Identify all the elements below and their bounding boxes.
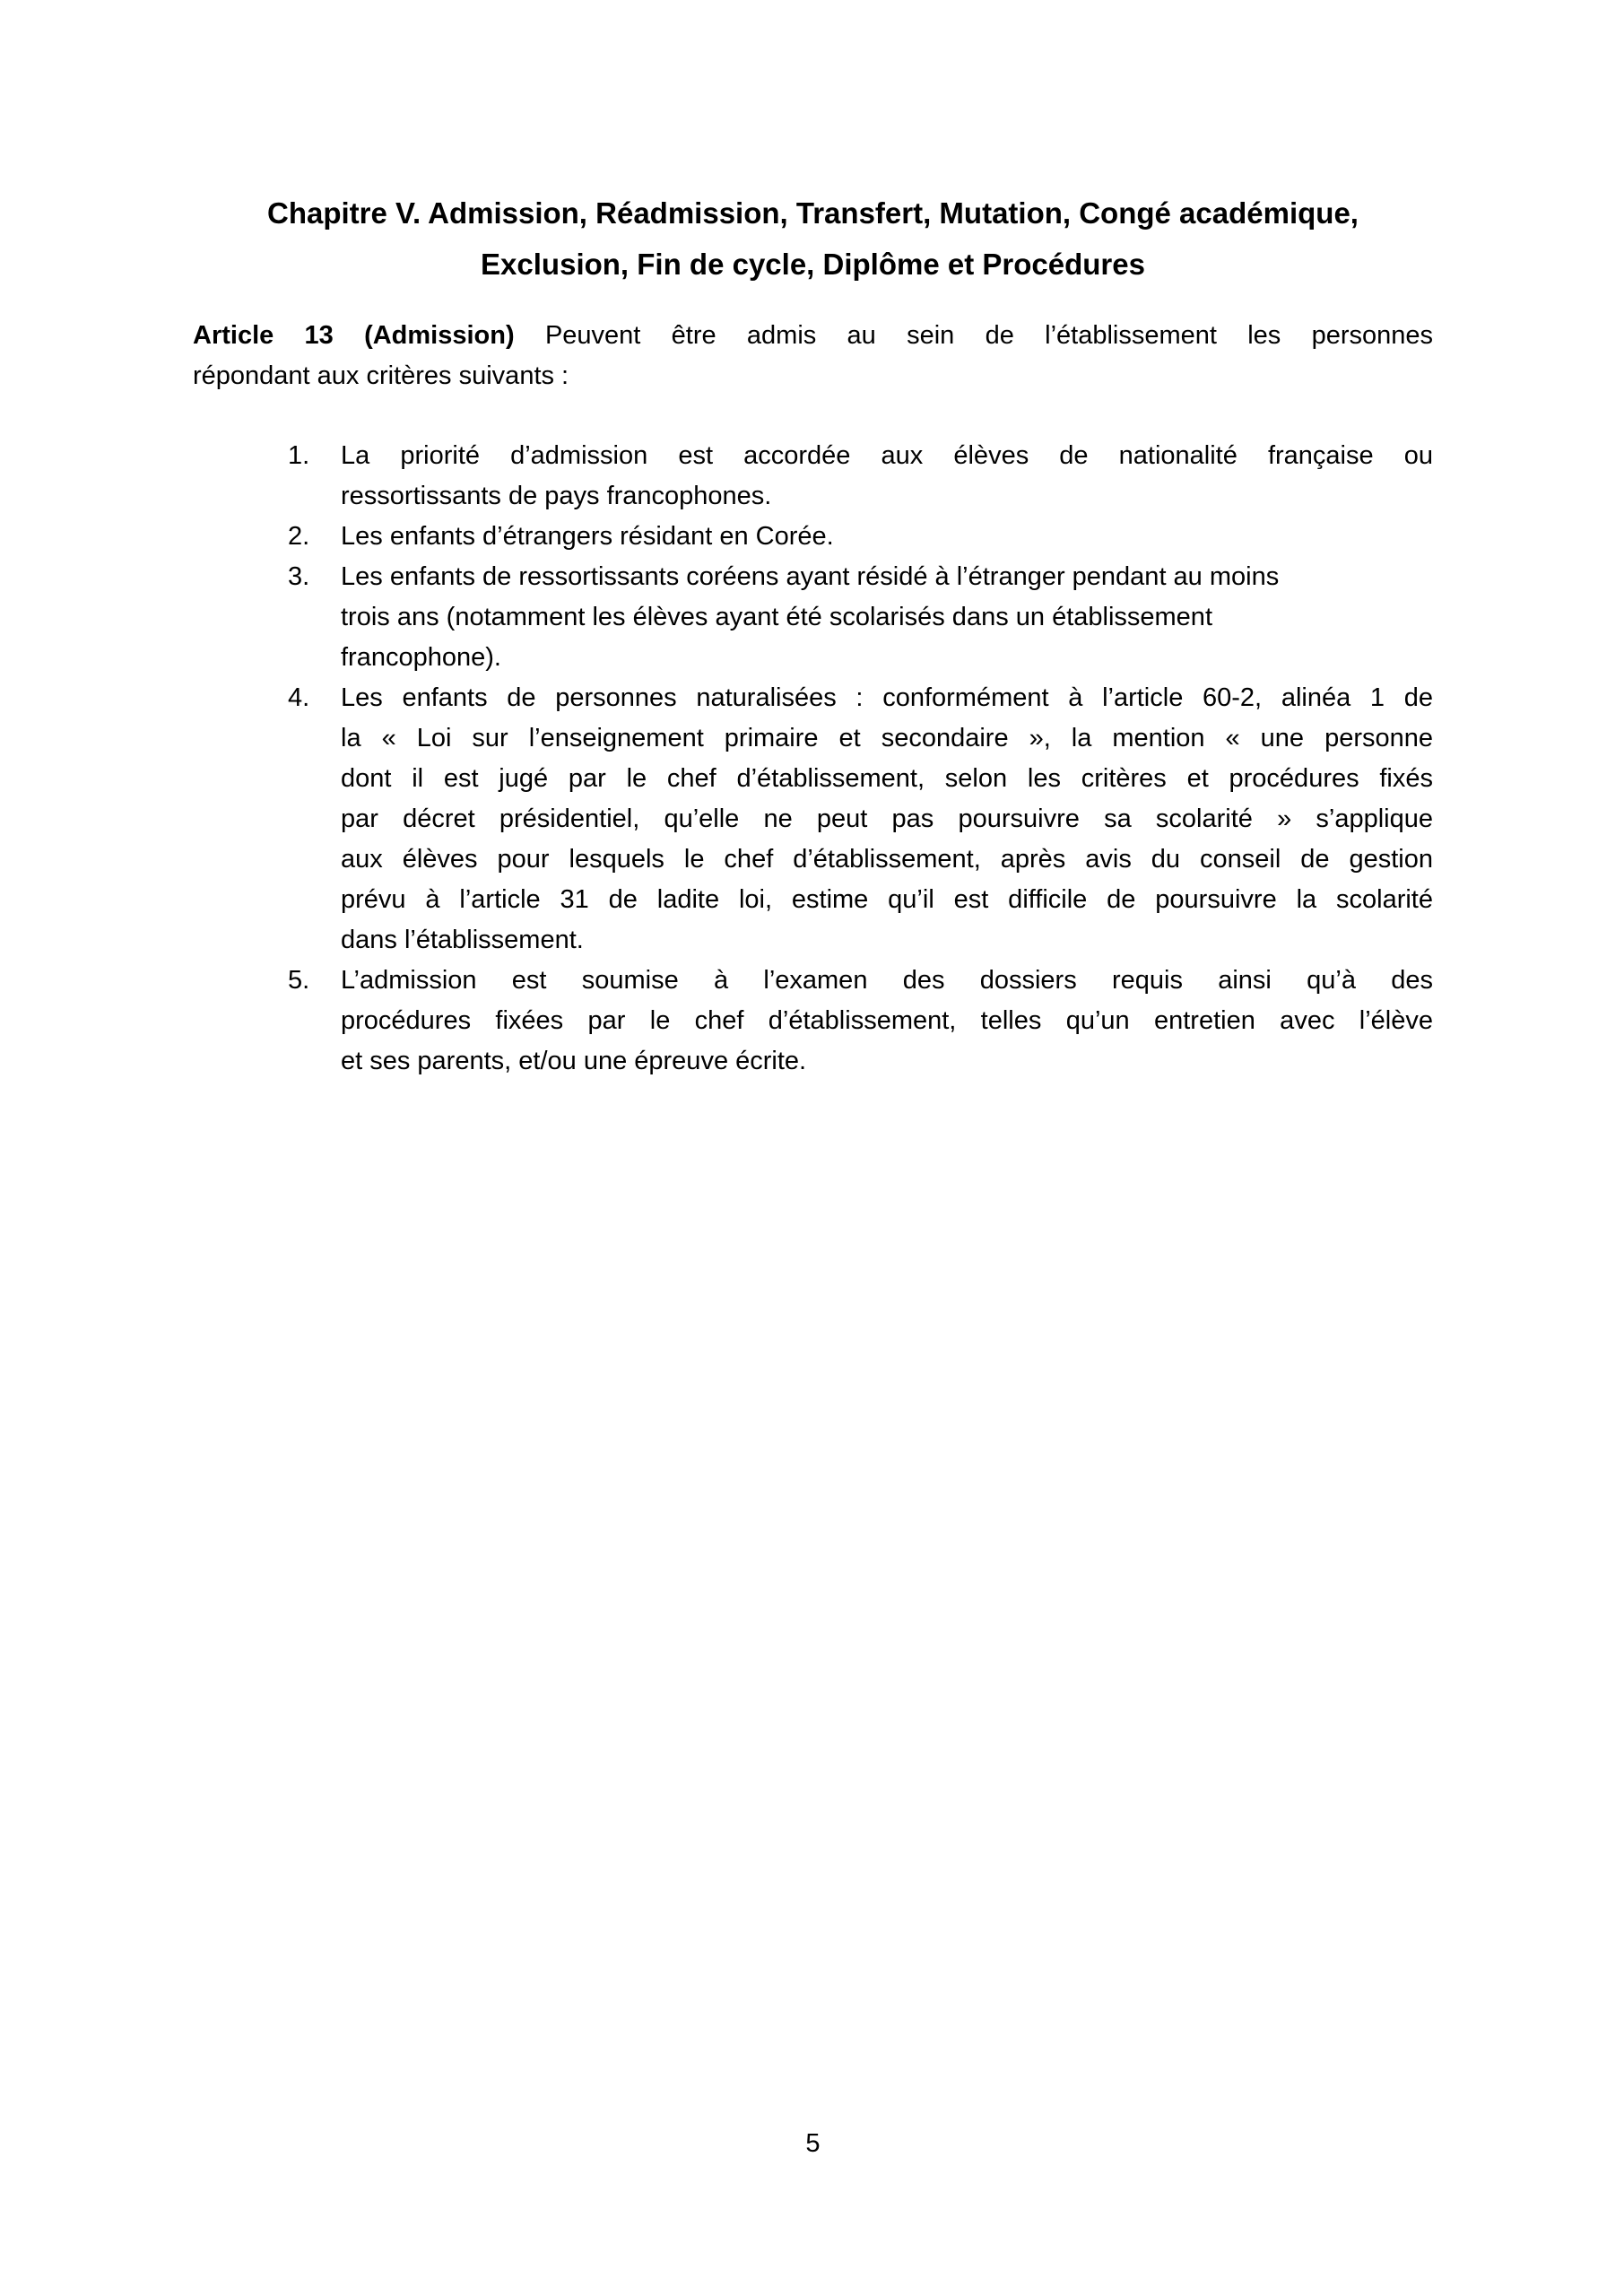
list-item-2: [288, 517, 1433, 557]
list-item-5-text: [341, 961, 1433, 1082]
list-item-3-text: [341, 557, 1433, 678]
page-number: 5: [805, 2129, 821, 2158]
list-item-1-number: 1.: [288, 441, 310, 470]
article-13-first-line: [193, 316, 1433, 356]
list-item-4-line-5: aux élèves pour lesquels le chef d’établissement, après avis du conseil de gestion: [341, 845, 1433, 874]
list-item-4-line-2: la « Loi sur l’enseignement primaire et secondaire », la mention « une personne: [341, 724, 1433, 752]
list-item-4: [288, 678, 1433, 961]
chapter-title-line-1: Chapitre V. Admission, Réadmission, Transfert, Mutation, Congé académique,: [267, 196, 1359, 230]
list-item-1-text: [341, 436, 1433, 517]
list-item-5: [288, 961, 1433, 1082]
list-item-3: [288, 557, 1433, 678]
list-item-4-line-3: dont il est jugé par le chef d’établissement, selon les critères et procédures fixés: [341, 764, 1433, 793]
list-item-4-text: [341, 678, 1433, 961]
admission-criteria-list: [288, 436, 1433, 1082]
list-item-3-number: 3.: [288, 562, 310, 591]
list-item-4-line-6: prévu à l’article 31 de ladite loi, estime qu’il est difficile de poursuivre la scolarité: [341, 885, 1433, 914]
list-item-5-line-1: L’admission est soumise à l’examen des dossiers requis ainsi qu’à des: [341, 966, 1433, 995]
list-item-1-line-1: La priorité d’admission est accordée aux élèves de nationalité française ou: [341, 441, 1433, 470]
list-item-1: [288, 436, 1433, 517]
list-item-3-line-2: trois ans (notamment les élèves ayant été scolarisés dans un établissement: [341, 603, 1212, 631]
article-13-paragraph: [193, 316, 1433, 396]
list-item-5-line-3: et ses parents, et/ou une épreuve écrite.: [341, 1047, 807, 1075]
article-13-label: Article 13 (Admission): [193, 321, 515, 350]
article-13-second-line: répondant aux critères suivants :: [193, 361, 569, 390]
list-item-2-line-1: Les enfants d’étrangers résidant en Corée.: [341, 522, 834, 551]
list-item-4-line-7: dans l’établissement.: [341, 926, 584, 954]
list-item-2-text: [341, 517, 1433, 557]
list-item-2-number: 2.: [288, 522, 310, 551]
list-item-3-line-3: francophone).: [341, 643, 501, 672]
list-item-5-line-2: procédures fixées par le chef d’établissement, telles qu’un entretien avec l’élève: [341, 1006, 1433, 1035]
list-item-4-line-1: Les enfants de personnes naturalisées : conformément à l’article 60-2, alinéa 1 de: [341, 683, 1433, 712]
chapter-title: [193, 187, 1433, 290]
chapter-title-line-2: Exclusion, Fin de cycle, Diplôme et Procédures: [481, 248, 1145, 281]
list-item-4-number: 4.: [288, 683, 310, 712]
list-item-5-number: 5.: [288, 966, 310, 995]
list-item-3-line-1: Les enfants de ressortissants coréens ayant résidé à l’étranger pendant au moins: [341, 562, 1280, 591]
list-item-1-line-2: ressortissants de pays francophones.: [341, 482, 772, 510]
article-13-intro-text: Peuvent être admis au sein de l’établissement les personnes: [544, 321, 1434, 350]
list-item-4-line-4: par décret présidentiel, qu’elle ne peut pas poursuivre sa scolarité » s’applique: [341, 804, 1433, 833]
